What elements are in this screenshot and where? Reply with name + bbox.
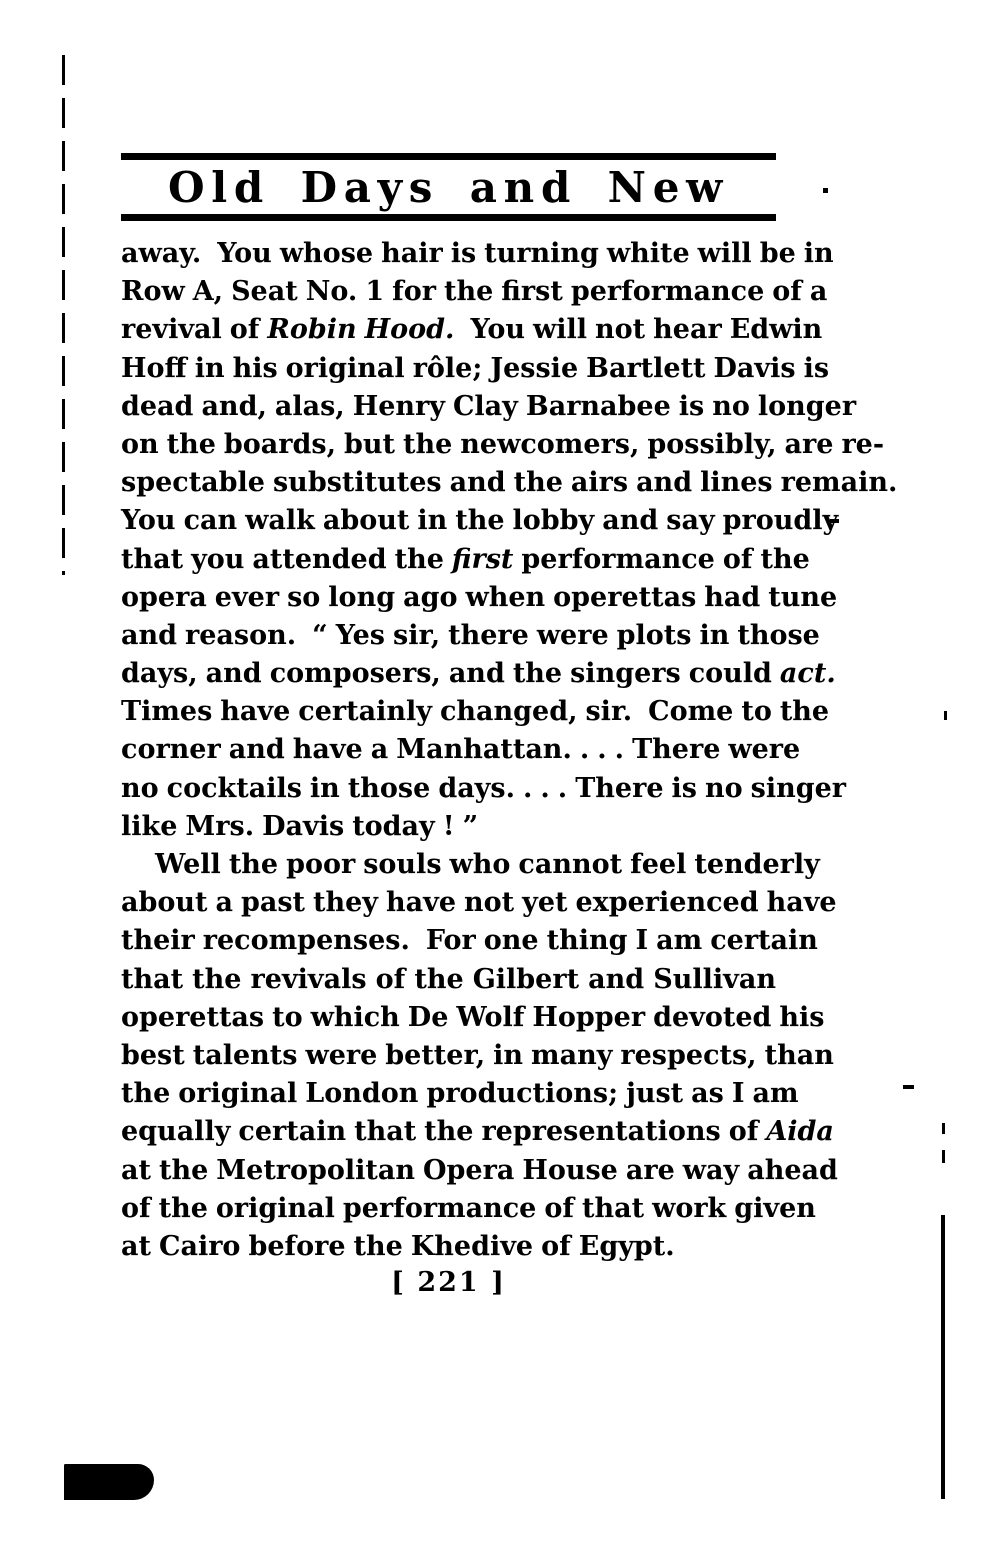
scan-artifact-right-line bbox=[941, 1215, 945, 1499]
text-line: of the original performance of that work given bbox=[121, 1192, 816, 1224]
scan-artifact-dash-1 bbox=[903, 1085, 914, 1089]
scan-artifact-corner-blob bbox=[64, 1464, 154, 1500]
text-line: best talents were better, in many respects, than bbox=[121, 1039, 834, 1071]
text-line: that you attended the first performance of the bbox=[121, 543, 810, 575]
text-line: and reason. “ Yes sir, there were plots in those bbox=[121, 619, 820, 651]
text-line: Hoff in his original rôle; Jessie Bartlett Davis is bbox=[121, 352, 830, 384]
header-rule-bottom bbox=[121, 214, 776, 221]
text-line: on the boards, but the newcomers, possibly, are re- bbox=[121, 428, 885, 460]
text-line: no cocktails in those days. . . . There is no singer bbox=[121, 772, 846, 804]
text-line: the original London productions; just as I am bbox=[121, 1078, 799, 1110]
scan-artifact-tick-1 bbox=[944, 711, 947, 720]
scan-artifact-tick-3 bbox=[942, 1150, 945, 1163]
page-number: [ 221 ] bbox=[391, 1267, 506, 1299]
text-line: like Mrs. Davis today ! ” bbox=[121, 810, 479, 842]
text-line: corner and have a Manhattan. . . . There were bbox=[121, 734, 801, 766]
text-line: equally certain that the representations of Aida bbox=[121, 1116, 834, 1148]
header-rule-top bbox=[121, 153, 776, 160]
body-text bbox=[121, 235, 898, 1266]
scan-artifact-left-dashed-line bbox=[62, 55, 65, 575]
text-line: Times have certainly changed, sir. Come to the bbox=[121, 696, 830, 728]
text-line: You can walk about in the lobby and say proudly bbox=[121, 505, 839, 537]
text-line: revival of Robin Hood. You will not hear Edwin bbox=[121, 314, 823, 346]
text-line: dead and, alas, Henry Clay Barnabee is no longer bbox=[121, 390, 857, 422]
scan-artifact-tick-2 bbox=[942, 1123, 945, 1134]
text-line: opera ever so long ago when operettas had tune bbox=[121, 581, 838, 613]
text-line: Well the poor souls who cannot feel tenderly bbox=[155, 849, 820, 880]
text-line: that the revivals of the Gilbert and Sullivan bbox=[121, 963, 776, 995]
text-line: their recompenses. For one thing I am certain bbox=[121, 925, 818, 957]
page-title: Old Days and New bbox=[167, 163, 730, 212]
text-line: away. You whose hair is turning white will be in bbox=[121, 238, 834, 269]
scan-artifact-dot-1 bbox=[823, 188, 828, 193]
text-line: at Cairo before the Khedive of Egypt. bbox=[121, 1230, 675, 1262]
text-line: Row A, Seat No. 1 for the first performance of a bbox=[121, 276, 828, 308]
text-line: about a past they have not yet experienced have bbox=[121, 887, 837, 919]
text-line: operettas to which De Wolf Hopper devoted his bbox=[121, 1001, 825, 1033]
text-line: days, and composers, and the singers could act. bbox=[121, 658, 836, 690]
page-content bbox=[121, 153, 898, 1299]
text-line: spectable substitutes and the airs and lines remain. bbox=[121, 467, 898, 499]
text-line: at the Metropolitan Opera House are way ahead bbox=[121, 1154, 838, 1186]
